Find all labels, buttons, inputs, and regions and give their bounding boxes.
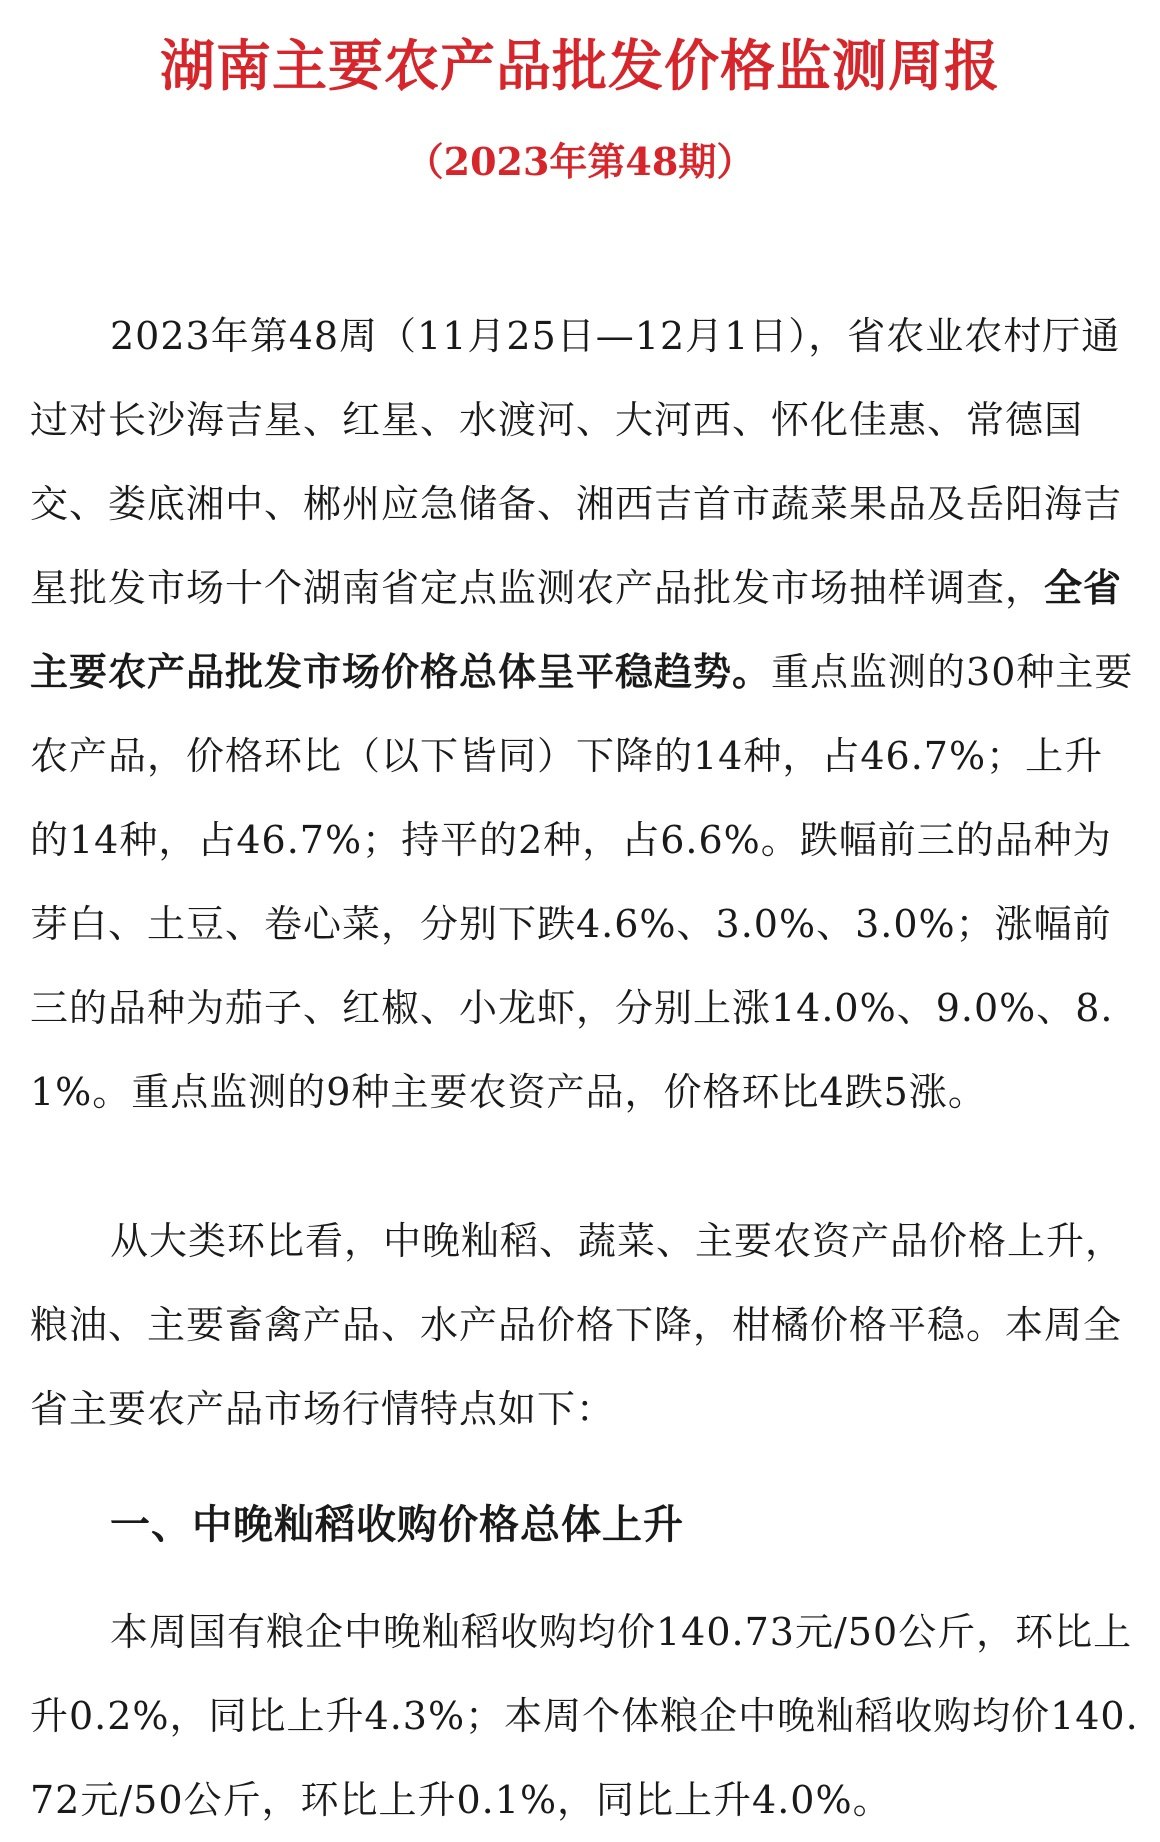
rice-price-paragraph: 本周国有粮企中晚籼稻收购均价140.73元/50公斤，环比上升0.2%，同比上升4.3%；本周个体粮企中晚籼稻收购均价140.72元/50公斤，环比上升0.1%，同比上升4.0%。: [30, 1610, 1139, 1822]
category-summary-paragraph: 从大类环比看，中晚籼稻、蔬菜、主要农资产品价格上升，粮油、主要畜禽产品、水产品价格下降，柑橘价格平稳。本周全省主要农产品市场行情特点如下：: [30, 1219, 1125, 1431]
report-title: 湖南主要农产品批发价格监测周报: [159, 34, 1000, 98]
intro-highlight: 全省主要农产品批发市场价格总体呈平稳趋势。: [30, 566, 1123, 694]
section-heading-rice: 一、中晚籼稻收购价格总体上升: [110, 1502, 684, 1548]
intro-paragraph: [30, 294, 1140, 1134]
intro-text: 2023年第48周（11月25日—12月1日），省农业农村厅通过对长沙海吉星、红星、水渡河、大河西、怀化佳惠、常德国交、娄底湘中、郴州应急储备、湘西吉首市蔬菜果品及岳阳海吉星批发市场十个湖南省定点监测农产品批发市场抽样调查，: [30, 314, 1123, 610]
intro-details: 重点监测的30种主要农产品，价格环比（以下皆同）下降的14种，占46.7%；上升的14种，占46.7%；持平的2种，占6.6%。跌幅前三的品种为芽白、土豆、卷心菜，分别下跌4.6%、3.0%、3.0%；涨幅前三的品种为茄子、红椒、小龙虾，分别上涨14.0%、9.0%、8.1%。重点监测的9种主要农资产品，价格环比4跌5涨。: [30, 650, 1134, 1114]
issue-number: （2023年第48期）: [405, 139, 755, 184]
